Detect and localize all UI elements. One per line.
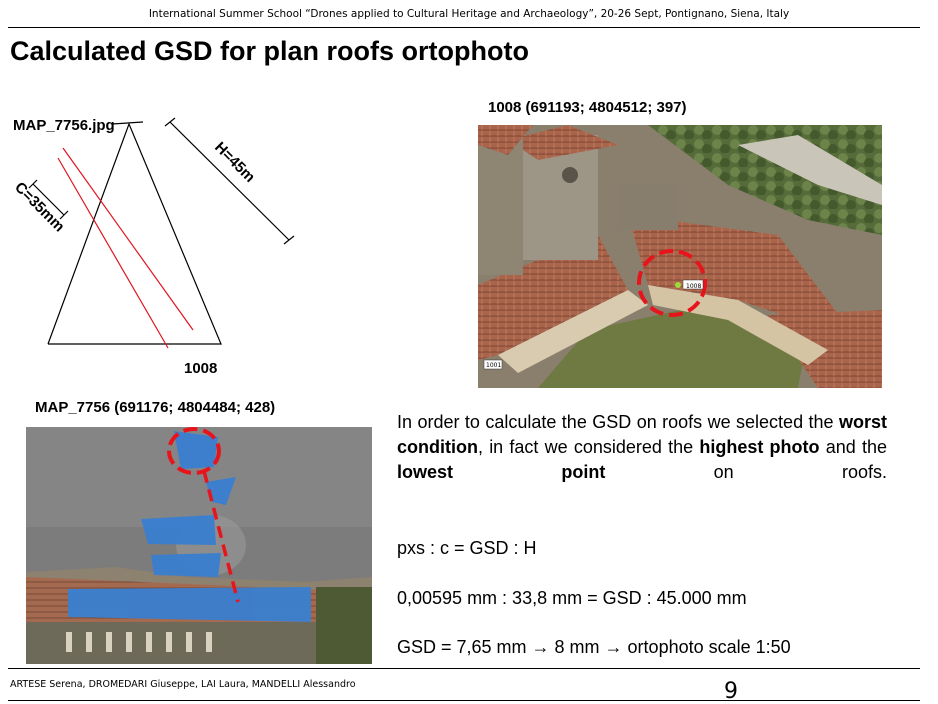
ray-line-2 (58, 158, 168, 348)
height-dimension-line (170, 122, 289, 240)
slide-title: Calculated GSD for plan roofs ortophoto (10, 36, 529, 66)
photo-top-caption: 1008 (691193; 4804512; 397) (488, 99, 687, 116)
image-plane-line (112, 122, 143, 124)
page-number: 9 (724, 679, 738, 704)
event-header: International Summer School “Drones applied to Cultural Heritage and Archaeology”, 20-26 Sept, Pontignano, Siena, Italy (148, 8, 790, 20)
photo-bottom-caption: MAP_7756 (691176; 4804484; 428) (35, 399, 276, 416)
height-label: H=45m (211, 138, 259, 186)
camera-geometry-diagram (0, 110, 320, 380)
explanation-paragraph: In order to calculate the GSD on roofs we selected the worst condition, in fact we considered the highest photo and the lowest point on roofs. (397, 412, 887, 482)
aerial-photo-1008 (478, 125, 882, 388)
point-tag-1001: 1001 (486, 362, 502, 369)
ray-line-1 (63, 148, 193, 330)
footer-divider-bottom (8, 700, 920, 701)
formula-values: 0,00595 mm : 33,8 mm = GSD : 45.000 mm (397, 588, 747, 608)
formula-result: GSD = 7,65 mm → 8 mm → ortophoto scale 1:50 (397, 637, 791, 657)
fov-triangle (48, 124, 221, 344)
aerial-photo-map7756 (26, 427, 372, 664)
header-divider (8, 27, 920, 28)
image-name-label: MAP_7756.jpg (13, 117, 115, 134)
formula-proportion: pxs : c = GSD : H (397, 538, 537, 558)
point-tag-1008: 1008 (686, 283, 702, 290)
focal-length-label: C=35mm (11, 178, 68, 236)
authors-footer: ARTESE Serena, DROMEDARI Giuseppe, LAI Laura, MANDELLI Alessandro (10, 679, 356, 690)
footer-divider-top (8, 668, 920, 669)
point-label: 1008 (184, 360, 218, 377)
